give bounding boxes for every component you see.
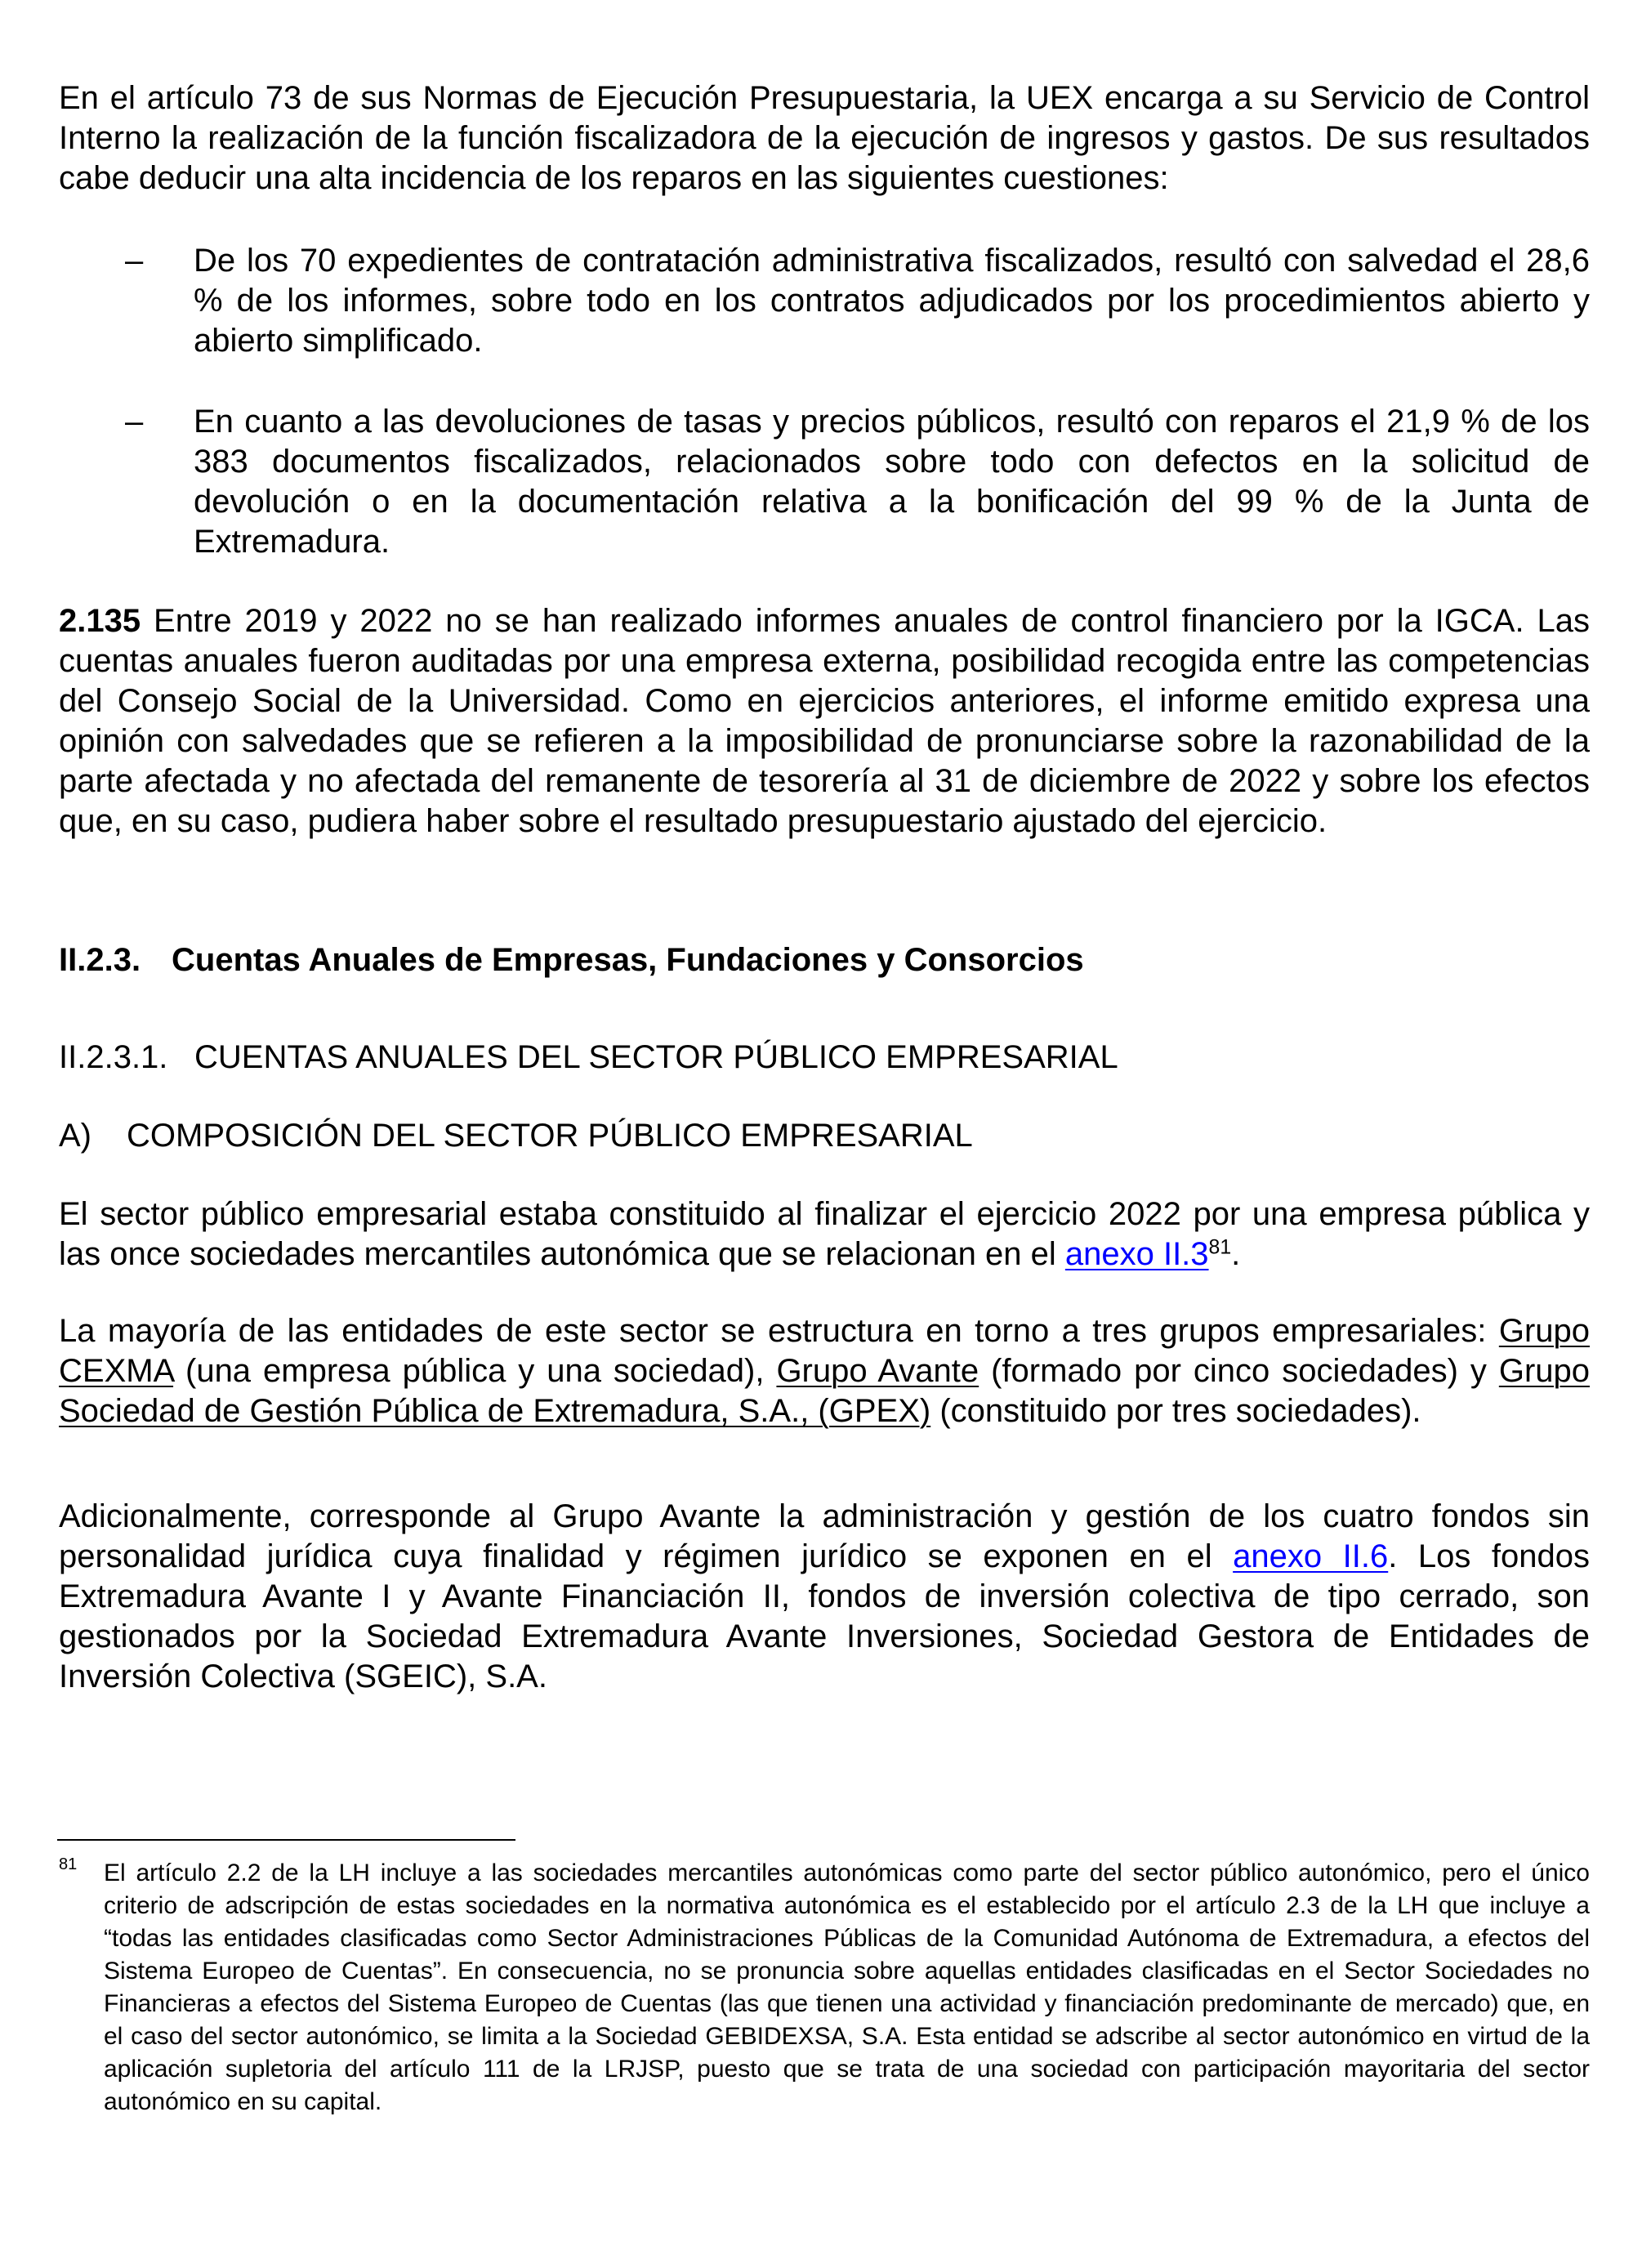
grupo-gpex: Grupo Sociedad de Gestión Pública de Extremadura, S.A., (GPEX) [59,1353,1590,1429]
section-heading-2-3 [59,940,1590,980]
anexo-II-3-link[interactable]: anexo II.3 [1064,1236,1209,1272]
paragraph-text: . Los fondos Extremadura Avante I y Avante Financiación II, fondos de inversión colectiva de tipo cerrado, son gestionados por la Sociedad Extremadura Avante Inversiones, Sociedad Gestora de Entidades de Inversión Colectiva (SGEIC), S.A. [59,1538,1590,1694]
bullet-item-1: De los 70 expedientes de contratación administrativa fiscalizados, resultó con salvedad el 28,6 % de los informes, sobre todo en los contratos adjudicados por los procedimientos abierto y abierto simplificado. [194,243,1590,359]
paragraph-sector [59,1194,1590,1275]
section-heading-2-3-1 [59,1038,1590,1078]
paragraph-text: (constituido por tres sociedades). [930,1393,1421,1429]
paragraph-text: (formado por cinco sociedades) y [979,1353,1499,1389]
paragraph-text-end: . [1231,1236,1241,1272]
heading-number: II.2.3.1. [59,1039,168,1075]
paragraph-text: El sector público empresarial estaba constituido al finalizar el ejercicio 2022 por una empresa pública y las once sociedades mercantiles autonómica que se relacionan en el [59,1196,1590,1272]
anexo-II-6-link[interactable]: anexo II.6 [1233,1538,1389,1574]
footnote-number: 81 [59,1855,78,1873]
footnote-reference-81[interactable]: 81 [1208,1236,1232,1259]
paragraph-text: Adicionalmente, corresponde al Grupo Avante la administración y gestión de los cuatro fondos sin personalidad jurídica cuya finalidad y régimen jurídico se exponen en el [59,1498,1590,1574]
heading-title: Cuentas Anuales de Empresas, Fundaciones y Consorcios [172,942,1084,978]
paragraph-fondos [59,1497,1590,1697]
section-heading-a [59,1116,1590,1156]
paragraph-number: 2.135 [59,603,141,639]
heading-number: II.2.3. [59,942,141,978]
bullet-item-2: En cuanto a las devoluciones de tasas y precios públicos, resultó con reparos el 21,9 % de los 383 documentos fiscalizados, relacionados sobre todo con defectos en la solicitud de devolución o en la documentación relativa a la bonificación del 99 % de la Junta de Extremadura. [194,404,1590,560]
paragraph-2-135 [59,601,1590,842]
intro-paragraph: En el artículo 73 de sus Normas de Ejecución Presupuestaria, la UEX encarga a su Servicio de Control Interno la realización de la función fiscalizadora de la ejecución de ingresos y gastos. De sus resultados cabe deducir una alta incidencia de los reparos en las siguientes cuestiones: [59,80,1590,196]
bullet-dash-1: – [125,243,144,279]
footnote-text: El artículo 2.2 de la LH incluye a las sociedades mercantiles autonómicas como parte del sector público autonómico, pero el único criterio de adscripción de estas sociedades en la normativa autonómica es el establecido por el artículo 2.3 de la LH que incluye a “todas las entidades clasificadas como Sector Administraciones Públicas de la Comunidad Autónoma de Extremadura, a efectos del Sistema Europeo de Cuentas”. En consecuencia, no se pronuncia sobre aquellas entidades clasificadas en el Sector Sociedades no Financieras a efectos del Sistema Europeo de Cuentas (las que tienen una actividad y financiación predominante de mercado) que, en el caso del sector autonómico, se limita a la Sociedad GEBIDEXSA, S.A. Esta entidad se adscribe al sector autonómico en virtud de la aplicación supletoria del artículo 111 de la LRJSP, puesto que se trata de una sociedad con participación mayoritaria del sector autonómico en su capital. [104,1859,1590,2115]
paragraph-text: Entre 2019 y 2022 no se han realizado informes anuales de control financiero por la IGCA. Las cuentas anuales fueron auditadas por una empresa externa, posibilidad recogida entre las competencias del Consejo Social de la Universidad. Como en ejercicios anteriores, el informe emitido expresa una opinión con salvedades que se refieren a la imposibilidad de pronunciarse sobre la razonabilidad de la parte afectada y no afectada del remanente de tesorería al 31 de diciembre de 2022 y sobre los efectos que, en su caso, pudiera haber sobre el resultado presupuestario ajustado del ejercicio. [59,603,1590,839]
bullet-dash-2: – [125,404,144,440]
heading-title: COMPOSICIÓN DEL SECTOR PÚBLICO EMPRESARIAL [127,1118,973,1154]
paragraph-grupos [59,1311,1590,1431]
grupo-cexma: Grupo CEXMA [59,1313,1590,1389]
heading-number: A) [59,1118,91,1154]
heading-title: CUENTAS ANUALES DEL SECTOR PÚBLICO EMPRESARIAL [194,1039,1118,1075]
grupo-avante: Grupo Avante [776,1353,979,1389]
paragraph-text: (una empresa pública y una sociedad), [173,1353,777,1389]
paragraph-text: La mayoría de las entidades de este sector se estructura en torno a tres grupos empresariales: [59,1313,1499,1349]
footnote-separator [57,1839,515,1841]
